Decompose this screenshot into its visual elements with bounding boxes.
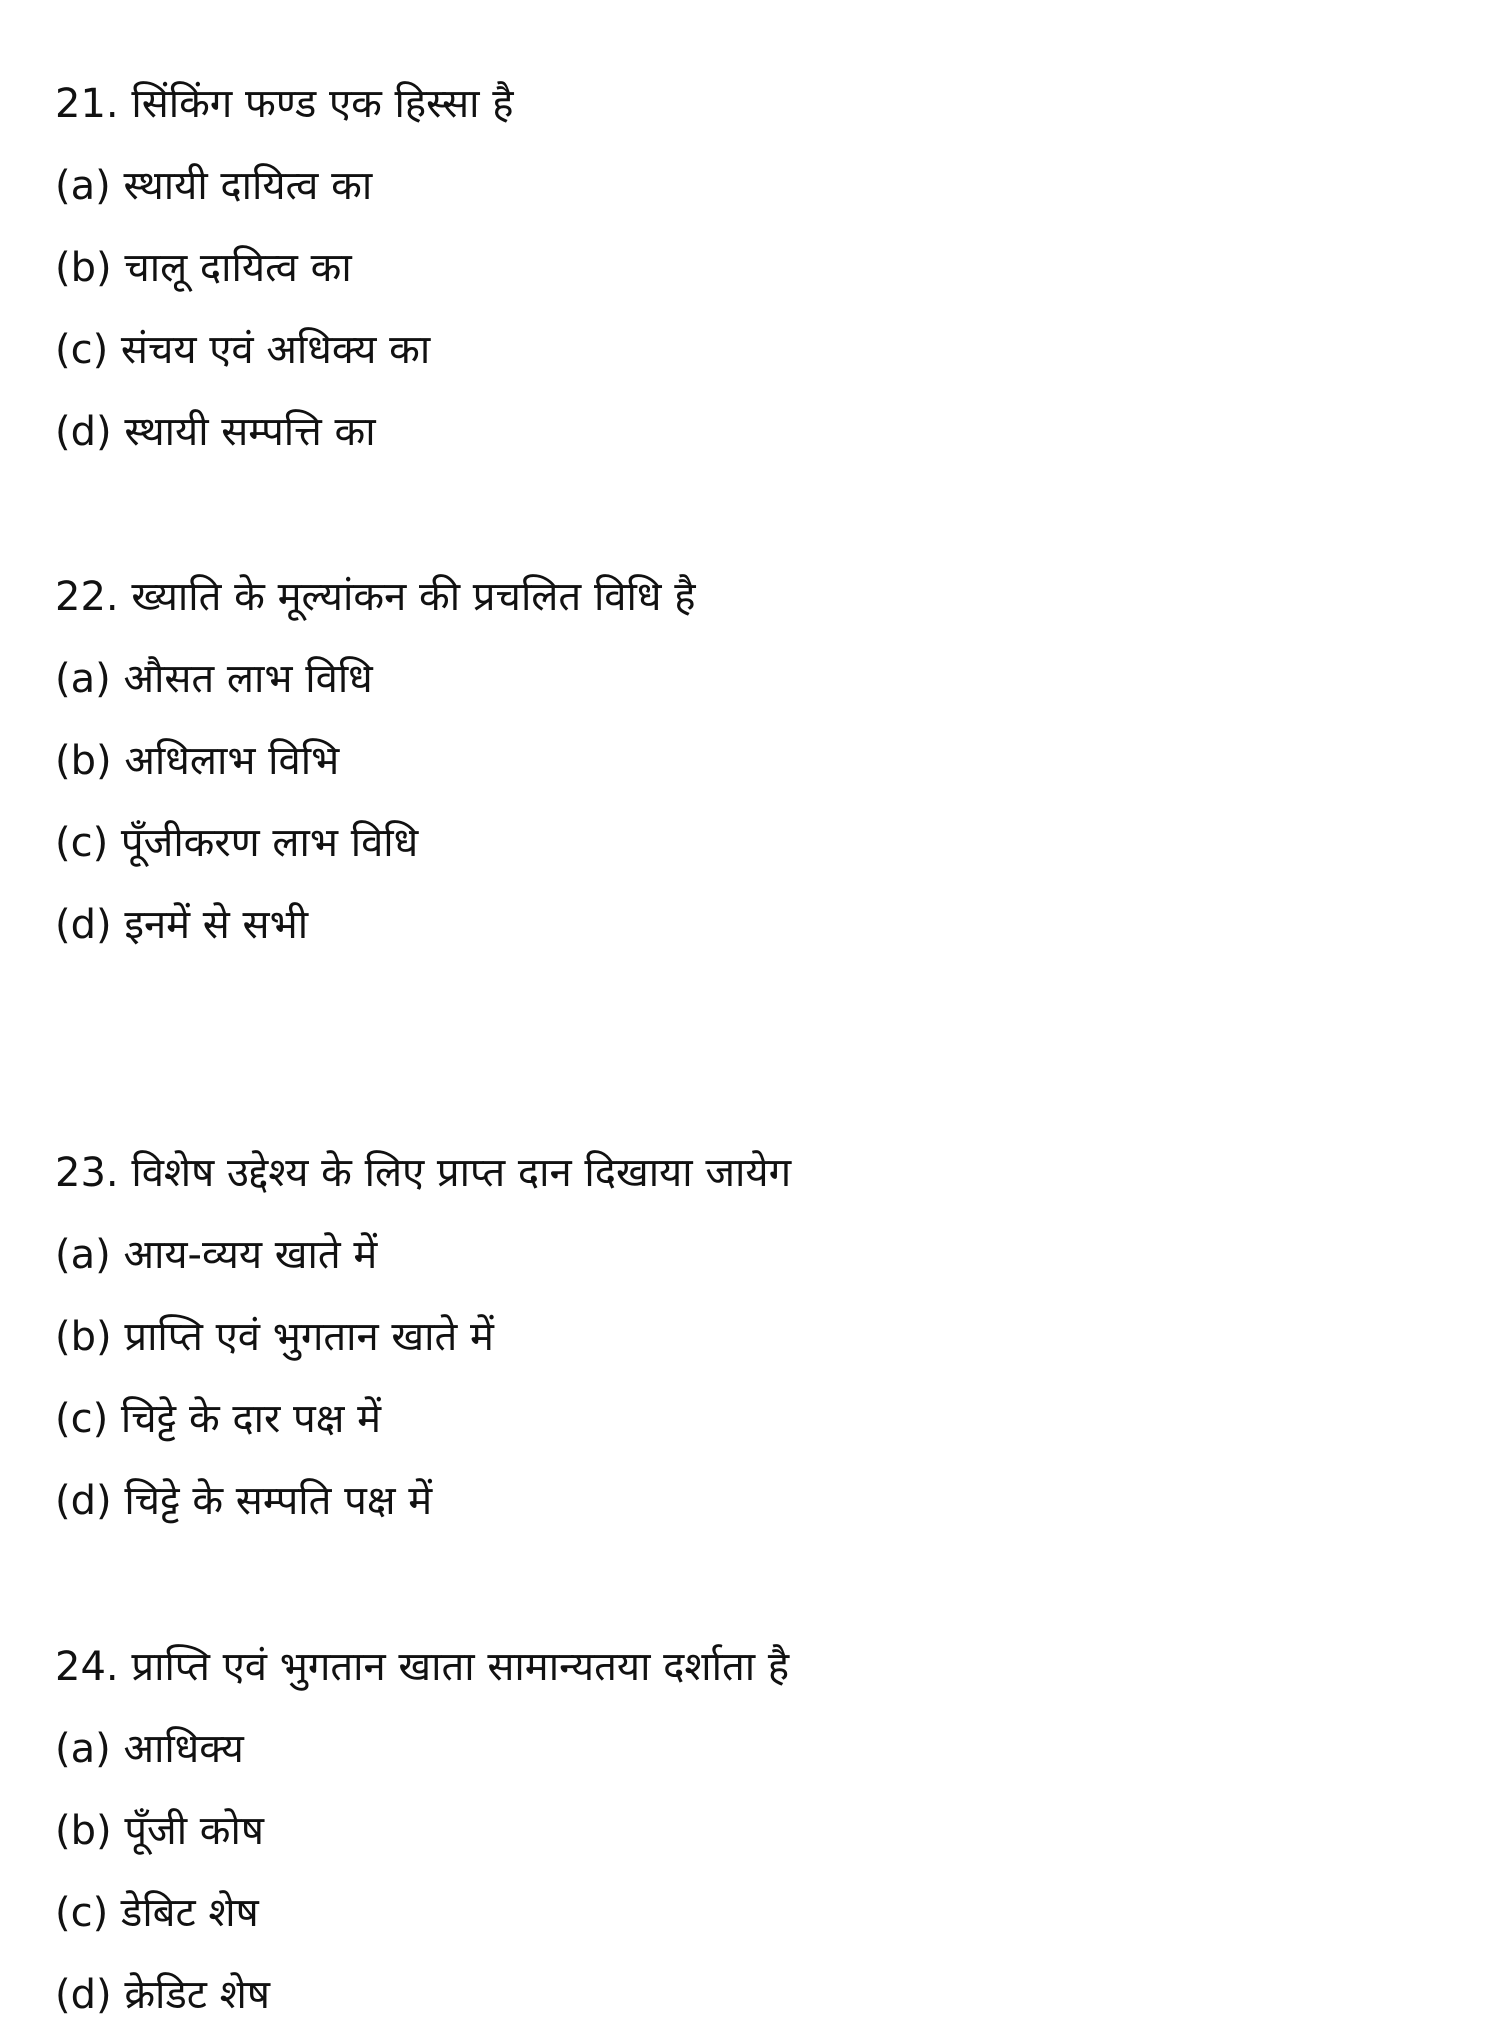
question-text: 22. ख्याति के मूल्यांकन की प्रचलित विधि है [55, 574, 696, 620]
option-a: (a) आय-व्यय खाते में [55, 1232, 378, 1278]
question-24 [55, 1626, 1455, 2036]
option-c: (c) संचय एवं अधिक्य का [55, 327, 431, 373]
question-text: 23. विशेष उद्देश्य के लिए प्राप्त दान दिखाया जायेग [55, 1150, 792, 1196]
option-b: (b) अधिलाभ विभि [55, 738, 340, 784]
option-b: (b) पूँजी कोष [55, 1808, 264, 1854]
option-d: (d) इनमें से सभी [55, 902, 309, 948]
option-c: (c) डेबिट शेष [55, 1890, 259, 1936]
option-a: (a) स्थायी दायित्व का [55, 163, 373, 209]
question-21 [55, 63, 1455, 473]
option-b: (b) चालू दायित्व का [55, 245, 352, 291]
option-c: (c) चिट्टे के दार पक्ष में [55, 1396, 382, 1442]
option-a: (a) आधिक्य [55, 1726, 244, 1772]
question-text: 24. प्राप्ति एवं भुगतान खाता सामान्यतया दर्शाता है [55, 1644, 790, 1690]
option-d: (d) स्थायी सम्पत्ति का [55, 409, 376, 455]
question-23 [55, 1132, 1455, 1542]
question-22 [55, 556, 1455, 966]
option-d: (d) क्रेडिट शेष [55, 1972, 270, 2018]
option-a: (a) औसत लाभ विधि [55, 656, 373, 702]
question-text: 21. सिंकिंग फण्ड एक हिस्सा है [55, 81, 514, 127]
option-d: (d) चिट्टे के सम्पति पक्ष में [55, 1478, 433, 1524]
option-c: (c) पूँजीकरण लाभ विधि [55, 820, 419, 866]
option-b: (b) प्राप्ति एवं भुगतान खाते में [55, 1314, 494, 1360]
